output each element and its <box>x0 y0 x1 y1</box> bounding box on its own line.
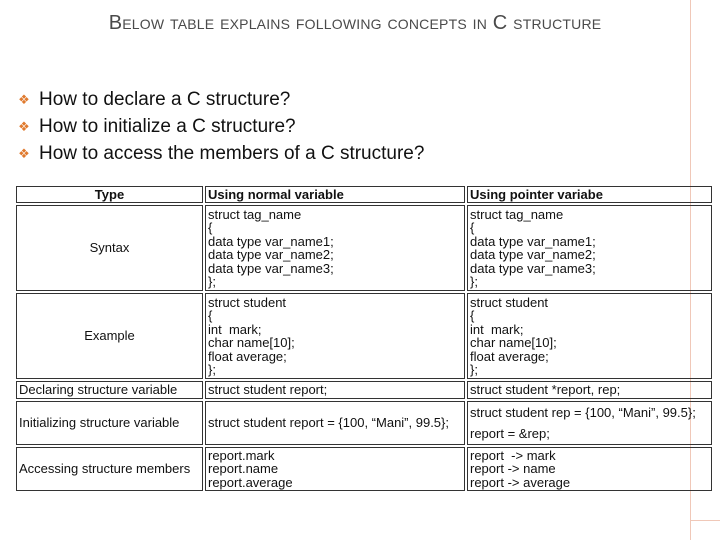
code-line: }; <box>208 274 216 289</box>
pointer-variable-cell <box>467 401 712 445</box>
pointer-variable-cell <box>467 447 712 491</box>
bullet-item <box>18 86 424 113</box>
diamond-bullet-icon: ❖ <box>18 145 30 161</box>
bullet-list <box>18 86 424 167</box>
table-row <box>16 293 712 379</box>
header-pointer-variable: Using pointer variabe <box>467 186 712 203</box>
diamond-bullet-icon: ❖ <box>18 118 30 134</box>
code-line: float average; <box>208 348 287 364</box>
header-type: Type <box>16 186 203 203</box>
code-line: data type var_name1; <box>208 233 334 249</box>
code-line: { <box>208 220 213 235</box>
code-line: report = &rep; <box>470 426 550 441</box>
row-label: Accessing structure members <box>16 447 203 491</box>
normal-variable-cell <box>205 381 465 399</box>
table-header-row <box>16 186 712 203</box>
code-line: int mark; <box>208 321 262 337</box>
code-line: report -> average <box>470 474 571 490</box>
normal-variable-cell <box>205 401 465 445</box>
code-line: data type var_name2; <box>470 247 596 262</box>
code-line: char name[10]; <box>470 335 557 350</box>
code-line: }; <box>470 362 478 377</box>
slide-title: Below table explains following concepts in C structure <box>108 12 602 34</box>
bullet-item <box>18 140 424 167</box>
code-line: report.average <box>208 474 293 490</box>
table-row <box>16 447 712 491</box>
pointer-variable-cell <box>467 381 712 399</box>
code-line: }; <box>208 362 216 377</box>
code-line: data type var_name3; <box>208 260 334 276</box>
code-line: struct student rep = {100, “Mani”, 99.5}; <box>470 404 696 420</box>
code-line: float average; <box>470 348 549 364</box>
row-label: Declaring structure variable <box>16 381 203 399</box>
pointer-variable-cell <box>467 293 712 379</box>
code-line: int mark; <box>470 321 524 337</box>
code-line: { <box>208 308 213 323</box>
bullet-text: How to declare a C structure? <box>39 88 291 110</box>
table-row <box>16 401 712 445</box>
table-row <box>16 381 712 399</box>
code-line: report -> name <box>470 461 556 477</box>
bullet-item <box>18 113 424 140</box>
code-line: struct tag_name <box>470 206 564 222</box>
code-line: struct student report = {100, “Mani”, 99.5}; <box>208 415 449 431</box>
code-line: struct tag_name <box>208 206 302 222</box>
code-line: char name[10]; <box>208 335 295 350</box>
code-line: }; <box>470 274 478 289</box>
row-label: Syntax <box>16 205 203 291</box>
code-line: data type var_name1; <box>470 233 596 249</box>
bullet-text: How to initialize a C structure? <box>39 115 296 137</box>
slide-frame-corner <box>690 520 720 521</box>
code-line: struct student <box>208 294 287 310</box>
code-line: report -> mark <box>470 447 556 463</box>
structure-table <box>14 184 714 493</box>
pointer-variable-cell <box>467 205 712 291</box>
code-line: struct student <box>470 294 549 310</box>
normal-variable-cell <box>205 205 465 291</box>
code-line: struct student *report, rep; <box>470 382 621 398</box>
code-line: report.mark <box>208 447 275 463</box>
row-label: Example <box>16 293 203 379</box>
code-line: data type var_name3; <box>470 260 596 276</box>
normal-variable-cell <box>205 447 465 491</box>
table-row <box>16 205 712 291</box>
bullet-text: How to access the members of a C structure? <box>39 142 425 164</box>
code-line: { <box>470 220 475 235</box>
code-line: struct student report; <box>208 382 328 398</box>
diamond-bullet-icon: ❖ <box>18 91 30 107</box>
code-line: data type var_name2; <box>208 247 334 262</box>
normal-variable-cell <box>205 293 465 379</box>
row-label: Initializing structure variable <box>16 401 203 445</box>
header-normal-variable: Using normal variable <box>205 186 465 203</box>
code-line: report.name <box>208 461 279 477</box>
code-line: { <box>470 308 475 323</box>
